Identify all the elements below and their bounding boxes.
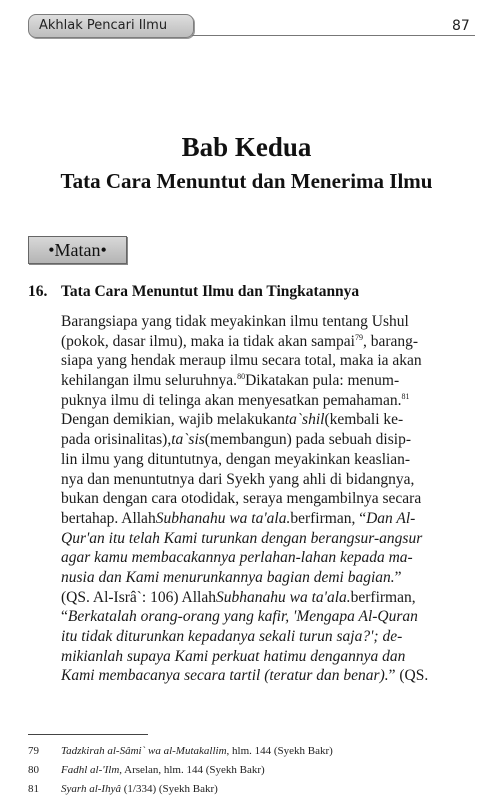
body-line-content — [61, 332, 476, 352]
italic-text: agar kamu membacakannya perlahan-lahan kepada ma- — [61, 549, 413, 567]
header-rule — [192, 35, 475, 36]
body-line — [61, 371, 476, 391]
body-line-content — [61, 588, 476, 608]
body-line-content — [61, 666, 476, 686]
text-run: ” (QS. — [388, 667, 429, 685]
section-title: Tata Cara Menuntut Ilmu dan Tingkatannya — [61, 283, 360, 300]
text-run: “ — [61, 608, 68, 626]
italic-text: Subhanahu wa ta'ala. — [215, 588, 351, 606]
text-run: ” — [394, 568, 402, 586]
text-run: berfirman, — [350, 588, 416, 606]
body-line — [61, 410, 476, 430]
footnote-number: 79 — [28, 745, 39, 757]
footnote-item — [28, 780, 478, 799]
text-run: bertahap. Allah — [61, 509, 156, 527]
footnote-item — [28, 742, 478, 761]
body-line — [61, 568, 476, 588]
text-run: , Arselan, hlm. 144 (Syekh Bakr) — [119, 764, 265, 776]
text-run: lin ilmu yang dituntutnya, dengan meyakinkan keaslian- — [61, 450, 411, 468]
text-run: , hlm. 144 (Syekh Bakr) — [226, 745, 333, 757]
text-run: pada orisinalitas), — [61, 431, 172, 449]
body-line — [61, 450, 476, 470]
text-run: , barang- — [362, 332, 419, 350]
body-line-content — [61, 410, 476, 430]
body-line — [61, 391, 476, 411]
body-line-content — [61, 391, 476, 411]
body-line — [61, 351, 476, 371]
body-paragraph — [61, 312, 476, 686]
body-line-content — [61, 529, 476, 549]
italic-text: itu tidak diturunkan kepadanya sekali turun saja?'; de- — [61, 628, 403, 645]
footnote-ref: 80 — [237, 371, 246, 381]
body-line-content — [61, 450, 476, 470]
body-line-content — [61, 568, 476, 588]
italic-text: mikianlah supaya Kami perkuat hatimu dengannya dan — [61, 647, 406, 665]
italic-text: ta`shil — [284, 411, 325, 429]
text-run: siapa yang hendak meraup ilmu secara total, maka ia akan — [61, 352, 422, 370]
footnote-item — [28, 761, 478, 780]
italic-text: Syarh al-Ihyâ — [61, 783, 121, 795]
section-number: 16. — [28, 283, 48, 300]
italic-text: Berkatalah orang-orang yang kafir, 'Mengapa Al-Quran — [67, 608, 418, 626]
body-line — [61, 666, 476, 686]
text-run: Dikatakan pula: menum- — [245, 372, 400, 390]
body-line — [61, 647, 476, 667]
body-line — [61, 332, 476, 352]
text-run: berfirman, “ — [290, 509, 367, 527]
italic-text: Qur'an itu telah Kami turunkan dengan berangsur-angsur — [61, 529, 423, 547]
body-line-content — [61, 548, 476, 568]
text-run: Dengan demikian, wajib melakukan — [61, 411, 285, 429]
body-line-content — [61, 371, 476, 391]
text-run: bukan dengan cara otodidak, seraya mengambilnya secara — [61, 490, 422, 508]
section-heading — [28, 283, 468, 301]
text-run: (1/334) (Syekh Bakr) — [120, 783, 218, 795]
body-line-content — [61, 470, 476, 490]
matan-label: •Matan• — [28, 236, 127, 264]
body-line-content — [61, 430, 476, 450]
text-run: nya dan menuntutnya dari Syekh yang ahli di bidangnya, — [61, 470, 415, 488]
running-header-title: Akhlak Pencari Ilmu — [39, 18, 168, 33]
body-line — [61, 588, 476, 608]
body-line — [61, 489, 476, 509]
footnote-ref: 79 — [354, 332, 363, 342]
footnote-divider — [28, 734, 148, 735]
chapter-title: Bab Kedua — [181, 132, 312, 162]
running-header-tab — [28, 14, 194, 38]
italic-text: Fadhl al-'Ilm — [61, 764, 120, 776]
footnote-ref: 81 — [401, 391, 410, 401]
footnotes — [28, 742, 478, 799]
text-run: puknya ilmu di telinga akan menyesatkan pemahaman. — [61, 391, 402, 409]
body-line-content — [61, 351, 476, 371]
body-line-content — [61, 489, 476, 509]
italic-text: nusia dan Kami menurunkannya bagian demi bagian. — [61, 568, 395, 586]
body-line — [61, 509, 476, 529]
italic-text: Tadzkirah al-Sâmi` wa al-Mutakallim — [61, 745, 227, 757]
body-line — [61, 607, 476, 627]
text-run: kehilangan ilmu seluruhnya. — [61, 372, 238, 390]
footnote-number: 80 — [28, 764, 39, 776]
text-run: (membangun) pada sebuah disip- — [204, 431, 411, 449]
text-run: (kembali ke- — [324, 411, 404, 429]
footnote-text — [61, 761, 265, 780]
text-run: (QS. Al-Isrâ`: 106) Allah — [61, 588, 216, 606]
body-line — [61, 470, 476, 490]
body-line — [61, 627, 476, 647]
footnote-text — [61, 742, 333, 761]
body-line-content — [61, 647, 476, 667]
footnote-number: 81 — [28, 783, 39, 795]
italic-text: ta`sis — [171, 431, 205, 449]
body-line-content — [61, 607, 476, 627]
page-number: 87 — [452, 18, 470, 34]
body-line — [61, 548, 476, 568]
body-line — [61, 430, 476, 450]
body-line-content — [61, 312, 476, 332]
chapter-subtitle: Tata Cara Menuntut dan Menerima Ilmu — [60, 169, 433, 193]
text-run: (pokok, dasar ilmu), maka ia tidak akan sampai — [61, 332, 355, 350]
body-line-content — [61, 509, 476, 529]
italic-text: Dan Al- — [366, 509, 416, 527]
italic-text: Subhanahu wa ta'ala. — [155, 509, 291, 527]
italic-text: Kami membacanya secara tartil (teratur dan benar). — [61, 667, 389, 685]
text-run: Barangsiapa yang tidak meyakinkan ilmu tentang Ushul — [61, 313, 409, 330]
body-line-content — [61, 627, 476, 647]
footnote-text — [61, 780, 218, 799]
body-line — [61, 312, 476, 332]
body-line — [61, 529, 476, 549]
